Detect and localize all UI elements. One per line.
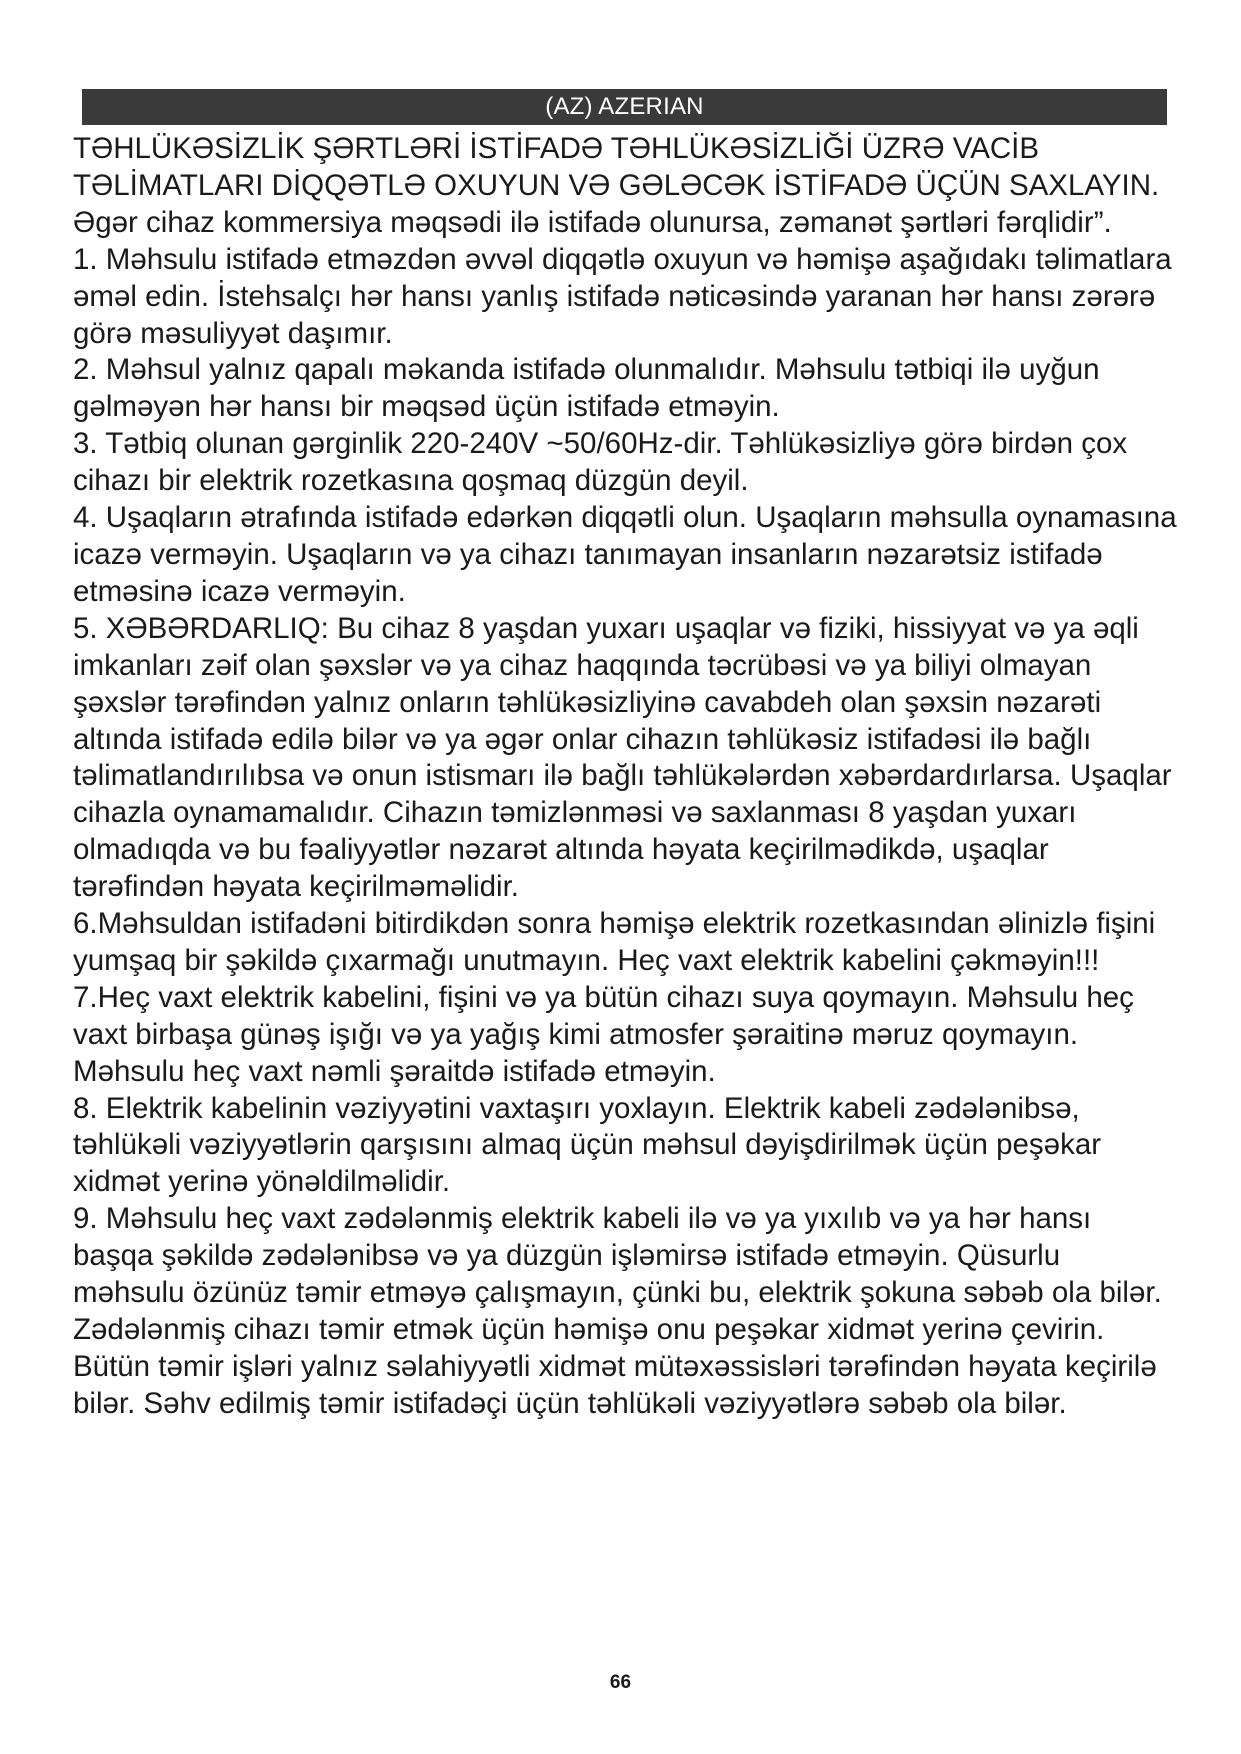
instruction-item-3: 3. Tətbiq olunan gərginlik 220-240V ~50/60Hz-dir. Təhlükəsizliyə görə birdən çox cihazı bir elektrik rozetkasına qoşmaq düzgün deyil. bbox=[73, 427, 1128, 498]
instruction-item-5: 5. XƏBƏRDARLIQ: Bu cihaz 8 yaşdan yuxarı uşaqlar və fiziki, hissiyyat və ya əqli imkanları zəif olan şəxslər və ya cihaz haqqında təcrübəsi və ya biliyi olmayan şəxslər tərəfindən yalnız onların təhlükəsizliyinə cavabdeh olan şəxsin nəzarəti altında istifadə edilə bilər və ya əgər onlar cihazın təhlükəsiz istifadəsi ilə bağlı təlimatlandırılıbsa və onun istismarı ilə bağlı təhlükələrdən xəbərdardırlarsa. Uşaqlar cihazla oynamamalıdır. Cihazın təmizlənməsi və saxlanması 8 yaşdan yuxarı olmadıqda və bu fəaliyyətlər nəzarət altında həyata keçirilmədikdə, uşaqlar tərəfindən həyata keçirilməməlidir. bbox=[73, 611, 1172, 904]
instruction-item-4: 4. Uşaqların ətrafında istifadə edərkən diqqətli olun. Uşaqların məhsulla oynamasına icazə verməyin. Uşaqların və ya cihazı tanımayan insanların nəzarətsiz istifadə etməsinə icazə verməyin. bbox=[73, 501, 1177, 608]
instruction-item-2: 2. Məhsul yalnız qapalı məkanda istifadə olunmalıdır. Məhsulu tətbiqi ilə uyğun gəlməyən hər hansı bir məqsəd üçün istifadə etməyin. bbox=[73, 353, 1100, 424]
instruction-item-9: 9. Məhsulu heç vaxt zədələnmiş elektrik kabeli ilə və ya yıxılıb və ya hər hansı başqa şəkildə zədələnibsə və ya düzgün işləmirsə istifadə etməyin. Qüsurlu məhsulu özünüz təmir etməyə çalışmayın, çünki bu, elektrik şokuna səbəb ola bilər. Zədələnmiş cihazı təmir etmək üçün həmişə onu peşəkar xidmət yerinə çevirin. Bütün təmir işləri yalnız səlahiyyətli xidmət mütəxəssisləri tərəfindən həyata keçirilə bilər. Səhv edilmiş təmir istifadəçi üçün təhlükəli vəziyyətlərə səbəb ola bilər. bbox=[73, 1202, 1162, 1420]
document-title: TƏHLÜKƏSİZLİK ŞƏRTLƏRİ İSTİFADƏ TƏHLÜKƏSİZLİĞİ ÜZRƏ VACİB TƏLİMATLARI DİQQƏTLƏ OXUYUN VƏ GƏLƏCƏK İSTİFADƏ ÜÇÜN SAXLAYIN. bbox=[73, 132, 1160, 202]
instruction-item-8: 8. Elektrik kabelinin vəziyyətini vaxtaşırı yoxlayın. Elektrik kabeli zədələnibsə, təhlükəli vəziyyətlərin qarşısını almaq üçün məhsul dəyişdirilmək üçün peşəkar xidmət yerinə yönəldilməlidir. bbox=[73, 1091, 1102, 1199]
warranty-intro: Əgər cihaz kommersiya məqsədi ilə istifadə olunursa, zəmanət şərtləri fərqlidir”. bbox=[73, 205, 1112, 239]
language-header-bar: (AZ) AZERIAN bbox=[82, 89, 1167, 125]
instruction-item-6: 6.Məhsuldan istifadəni bitirdikdən sonra həmişə elektrik rozetkasından əlinizlə fişini yumşaq bir şəkildə çıxarmağı unutmayın. Heç vaxt elektrik kabelini çəkməyin!!! bbox=[73, 907, 1156, 977]
instructions-content bbox=[73, 131, 1178, 1423]
instruction-item-7: 7.Heç vaxt elektrik kabelini, fişini və ya bütün cihazı suya qoymayın. Məhsulu heç vaxt birbaşa günəş işığı və ya yağış kimi atmosfer şəraitinə məruz qoymayın. Məhsulu heç vaxt nəmli şəraitdə istifadə etməyin. bbox=[73, 980, 1134, 1088]
instruction-item-1: 1. Məhsulu istifadə etməzdən əvvəl diqqətlə oxuyun və həmişə aşağıdakı təlimatlara əməl edin. İstehsalçı hər hansı yanlış istifadə nəticəsində yaranan hər hansı zərərə görə məsuliyyət daşımır. bbox=[73, 242, 1172, 350]
page-number: 66 bbox=[609, 1672, 632, 1693]
